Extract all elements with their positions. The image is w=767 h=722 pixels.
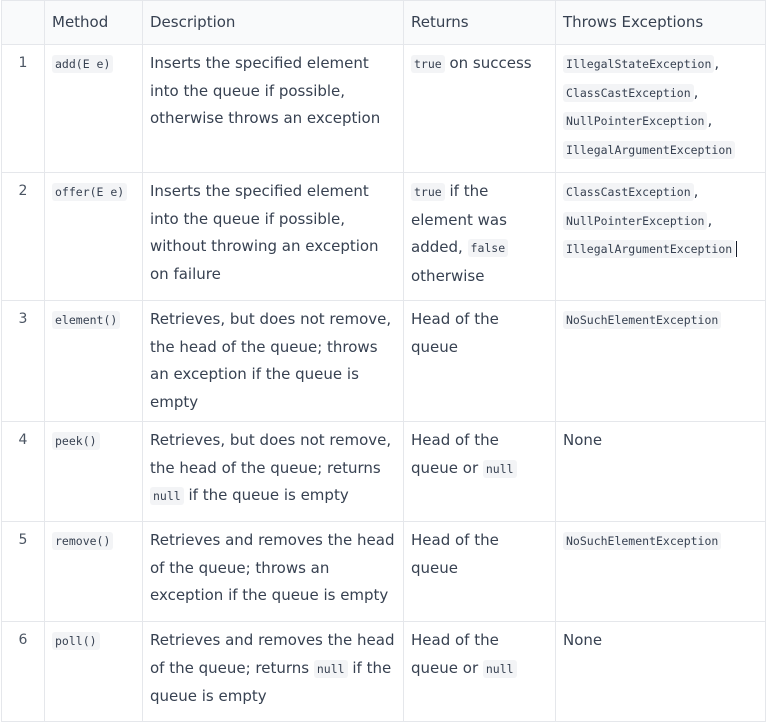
exception-code: ClassCastException bbox=[563, 84, 694, 102]
method-code: peek() bbox=[52, 432, 100, 450]
description-cell: Inserts the specified element into the queue if possible, otherwise throws an exception bbox=[143, 45, 404, 173]
row-index: 1 bbox=[2, 45, 45, 173]
exception-code: IllegalStateException bbox=[563, 55, 714, 73]
returns-cell bbox=[404, 622, 556, 722]
description-text: Retrieves, but does not remove, the head of the queue; returns bbox=[150, 431, 392, 477]
method-code: element() bbox=[52, 311, 120, 329]
exceptions-cell bbox=[556, 45, 766, 173]
method-code: add(E e) bbox=[52, 55, 113, 73]
exception-code: ClassCastException bbox=[563, 183, 694, 201]
exceptions-cell bbox=[556, 173, 766, 301]
returns-code: null bbox=[483, 660, 517, 678]
exception-code: IllegalArgumentException bbox=[563, 240, 735, 258]
method-cell bbox=[45, 173, 143, 301]
method-code: remove() bbox=[52, 532, 113, 550]
table-row bbox=[2, 622, 766, 722]
row-index: 6 bbox=[2, 622, 45, 722]
method-cell bbox=[45, 45, 143, 173]
header-description: Description bbox=[143, 1, 404, 45]
row-index: 4 bbox=[2, 422, 45, 522]
returns-text: if the element was added, bbox=[411, 182, 507, 256]
table-row bbox=[2, 301, 766, 422]
method-cell bbox=[45, 422, 143, 522]
method-code: poll() bbox=[52, 632, 100, 650]
header-index bbox=[2, 1, 45, 45]
row-index: 2 bbox=[2, 173, 45, 301]
exception-separator: , bbox=[693, 182, 699, 200]
queue-methods-table bbox=[1, 0, 766, 722]
exception-code: NullPointerException bbox=[563, 212, 707, 230]
table-row bbox=[2, 422, 766, 522]
returns-code: false bbox=[468, 239, 509, 257]
returns-cell bbox=[404, 422, 556, 522]
exception-separator: , bbox=[707, 111, 713, 129]
table-row bbox=[2, 45, 766, 173]
method-cell bbox=[45, 622, 143, 722]
method-cell bbox=[45, 522, 143, 622]
table-row bbox=[2, 173, 766, 301]
returns-code: true bbox=[411, 55, 445, 73]
returns-text: Head of the queue or bbox=[411, 631, 499, 677]
returns-cell: Head of the queue bbox=[404, 301, 556, 422]
exception-code: IllegalArgumentException bbox=[563, 141, 735, 159]
description-text: if the queue is empty bbox=[183, 486, 349, 504]
returns-cell bbox=[404, 173, 556, 301]
method-cell bbox=[45, 301, 143, 422]
returns-text: otherwise bbox=[411, 266, 485, 285]
exception-separator: , bbox=[693, 82, 699, 101]
description-cell: Inserts the specified element into the queue if possible, without throwing an exception on failure bbox=[143, 173, 404, 301]
exceptions-cell bbox=[556, 522, 766, 622]
header-returns: Returns bbox=[404, 1, 556, 45]
returns-text: Head of the queue or bbox=[411, 431, 499, 477]
exceptions-cell: None bbox=[556, 622, 766, 722]
text-caret bbox=[736, 241, 737, 257]
description-cell: Retrieves and removes the head of the queue; throws an exception if the queue is empty bbox=[143, 522, 404, 622]
returns-text: on success bbox=[444, 54, 532, 72]
table-header-row bbox=[2, 1, 766, 45]
description-code: null bbox=[314, 660, 348, 678]
exception-code: NullPointerException bbox=[563, 112, 707, 130]
returns-cell: Head of the queue bbox=[404, 522, 556, 622]
exception-code: NoSuchElementException bbox=[563, 311, 721, 329]
description-text: Retrieves and removes the head of the queue; returns bbox=[150, 631, 395, 677]
method-code: offer(E e) bbox=[52, 183, 127, 201]
description-cell: Retrieves, but does not remove, the head of the queue; throws an exception if the queue is empty bbox=[143, 301, 404, 422]
description-cell bbox=[143, 422, 404, 522]
description-cell bbox=[143, 622, 404, 722]
table-row bbox=[2, 522, 766, 622]
exceptions-cell: None bbox=[556, 422, 766, 522]
returns-code: null bbox=[483, 460, 517, 478]
header-method: Method bbox=[45, 1, 143, 45]
description-code: null bbox=[150, 487, 184, 505]
exceptions-cell bbox=[556, 301, 766, 422]
row-index: 3 bbox=[2, 301, 45, 422]
exception-separator: , bbox=[714, 54, 720, 72]
exception-separator: , bbox=[707, 210, 713, 229]
returns-code: true bbox=[411, 183, 445, 201]
exception-code: NoSuchElementException bbox=[563, 532, 721, 550]
returns-cell bbox=[404, 45, 556, 173]
description-text: if the queue is empty bbox=[150, 658, 392, 705]
row-index: 5 bbox=[2, 522, 45, 622]
header-throws: Throws Exceptions bbox=[556, 1, 766, 45]
